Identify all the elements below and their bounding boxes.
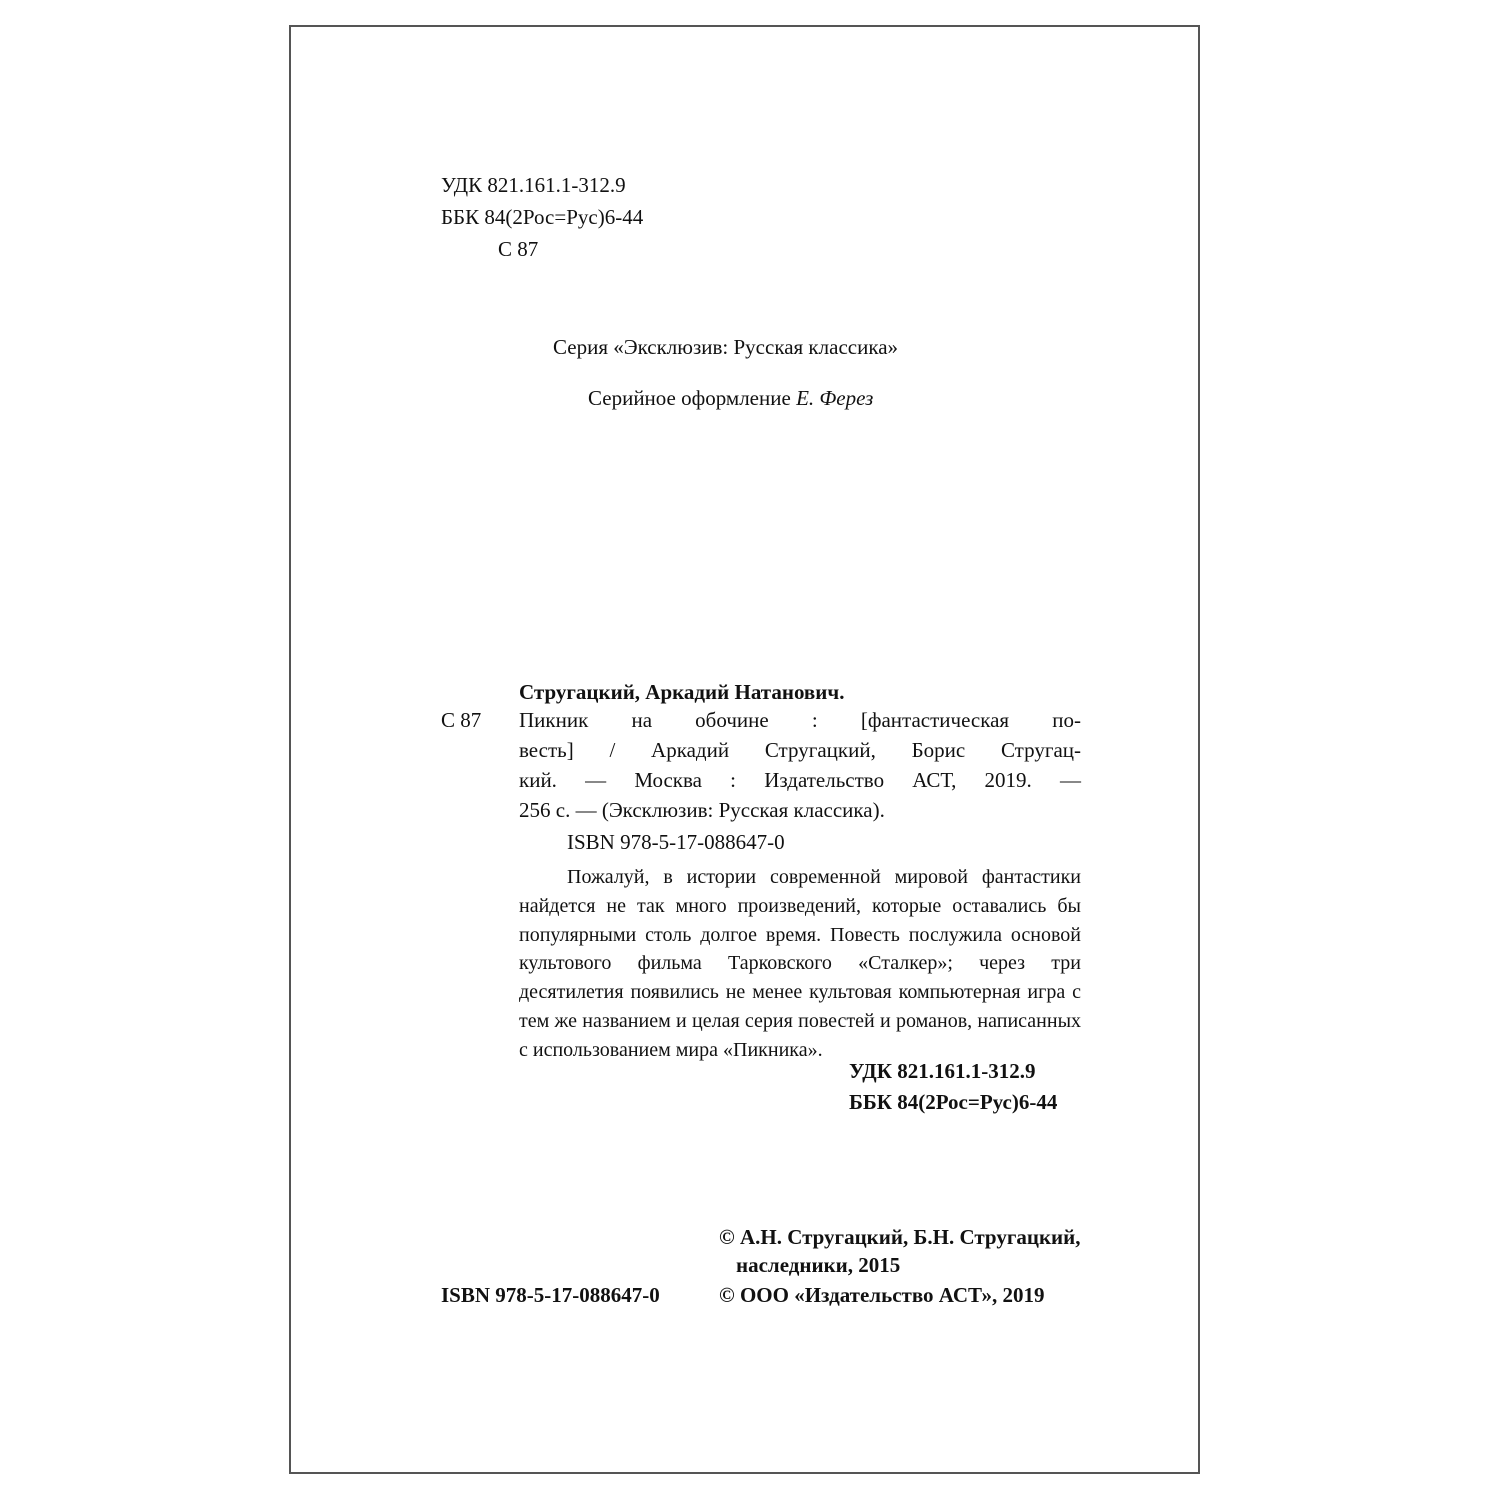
cutter-mark: С 87 — [498, 237, 539, 261]
copyright-authors: © А.Н. Стругацкий, Б.Н. Стругацкий, — [719, 1225, 1081, 1249]
copyright-publisher: © ООО «Издательство АСТ», 2019 — [719, 1283, 1045, 1307]
series-design-line — [588, 383, 873, 413]
udk-code: УДК 821.161.1-312.9 — [441, 173, 626, 197]
copyright-authors-heirs: наследники, 2015 — [736, 1253, 901, 1277]
description-line: кий. — Москва : Издательство АСТ, 2019. — — [519, 768, 1081, 792]
series-line: Серия «Эксклюзив: Русская классика» — [553, 335, 899, 359]
card-cutter-mark: С 87 — [441, 708, 482, 732]
description-line: весть] / Аркадий Стругацкий, Борис Стругац- — [519, 738, 1081, 762]
description-line: 256 с. — (Эксклюзив: Русская классика). — [519, 798, 885, 822]
bibliographic-description — [519, 705, 1081, 825]
design-label: Серийное оформление — [588, 386, 791, 410]
copyright-page — [289, 25, 1200, 1474]
card-isbn: ISBN 978-5-17-088647-0 — [567, 830, 785, 854]
card-udk-code: УДК 821.161.1-312.9 — [849, 1059, 1036, 1083]
isbn-bottom: ISBN 978-5-17-088647-0 — [441, 1283, 660, 1307]
description-line: Пикник на обочине : [фантастическая по- — [519, 708, 1081, 732]
bbk-code: ББК 84(2Рос=Рус)6-44 — [441, 205, 644, 229]
card-author: Стругацкий, Аркадий Натанович. — [519, 680, 845, 704]
annotation-text: Пожалуй, в истории современной мировой фантастики найдется не так много произведений, которые оставались бы популярными столь долгое время. Повесть послужила основой культового фильма Тарковского «Сталкер»; через три десятилетия появились не менее культовая компьютерная игра с тем же названием и целая серия повестей и романов, написанных с использованием мира «Пикника». — [519, 866, 1081, 1061]
design-author: Е. Ферез — [796, 386, 874, 410]
card-bbk-code: ББК 84(2Рос=Рус)6-44 — [849, 1090, 1058, 1114]
